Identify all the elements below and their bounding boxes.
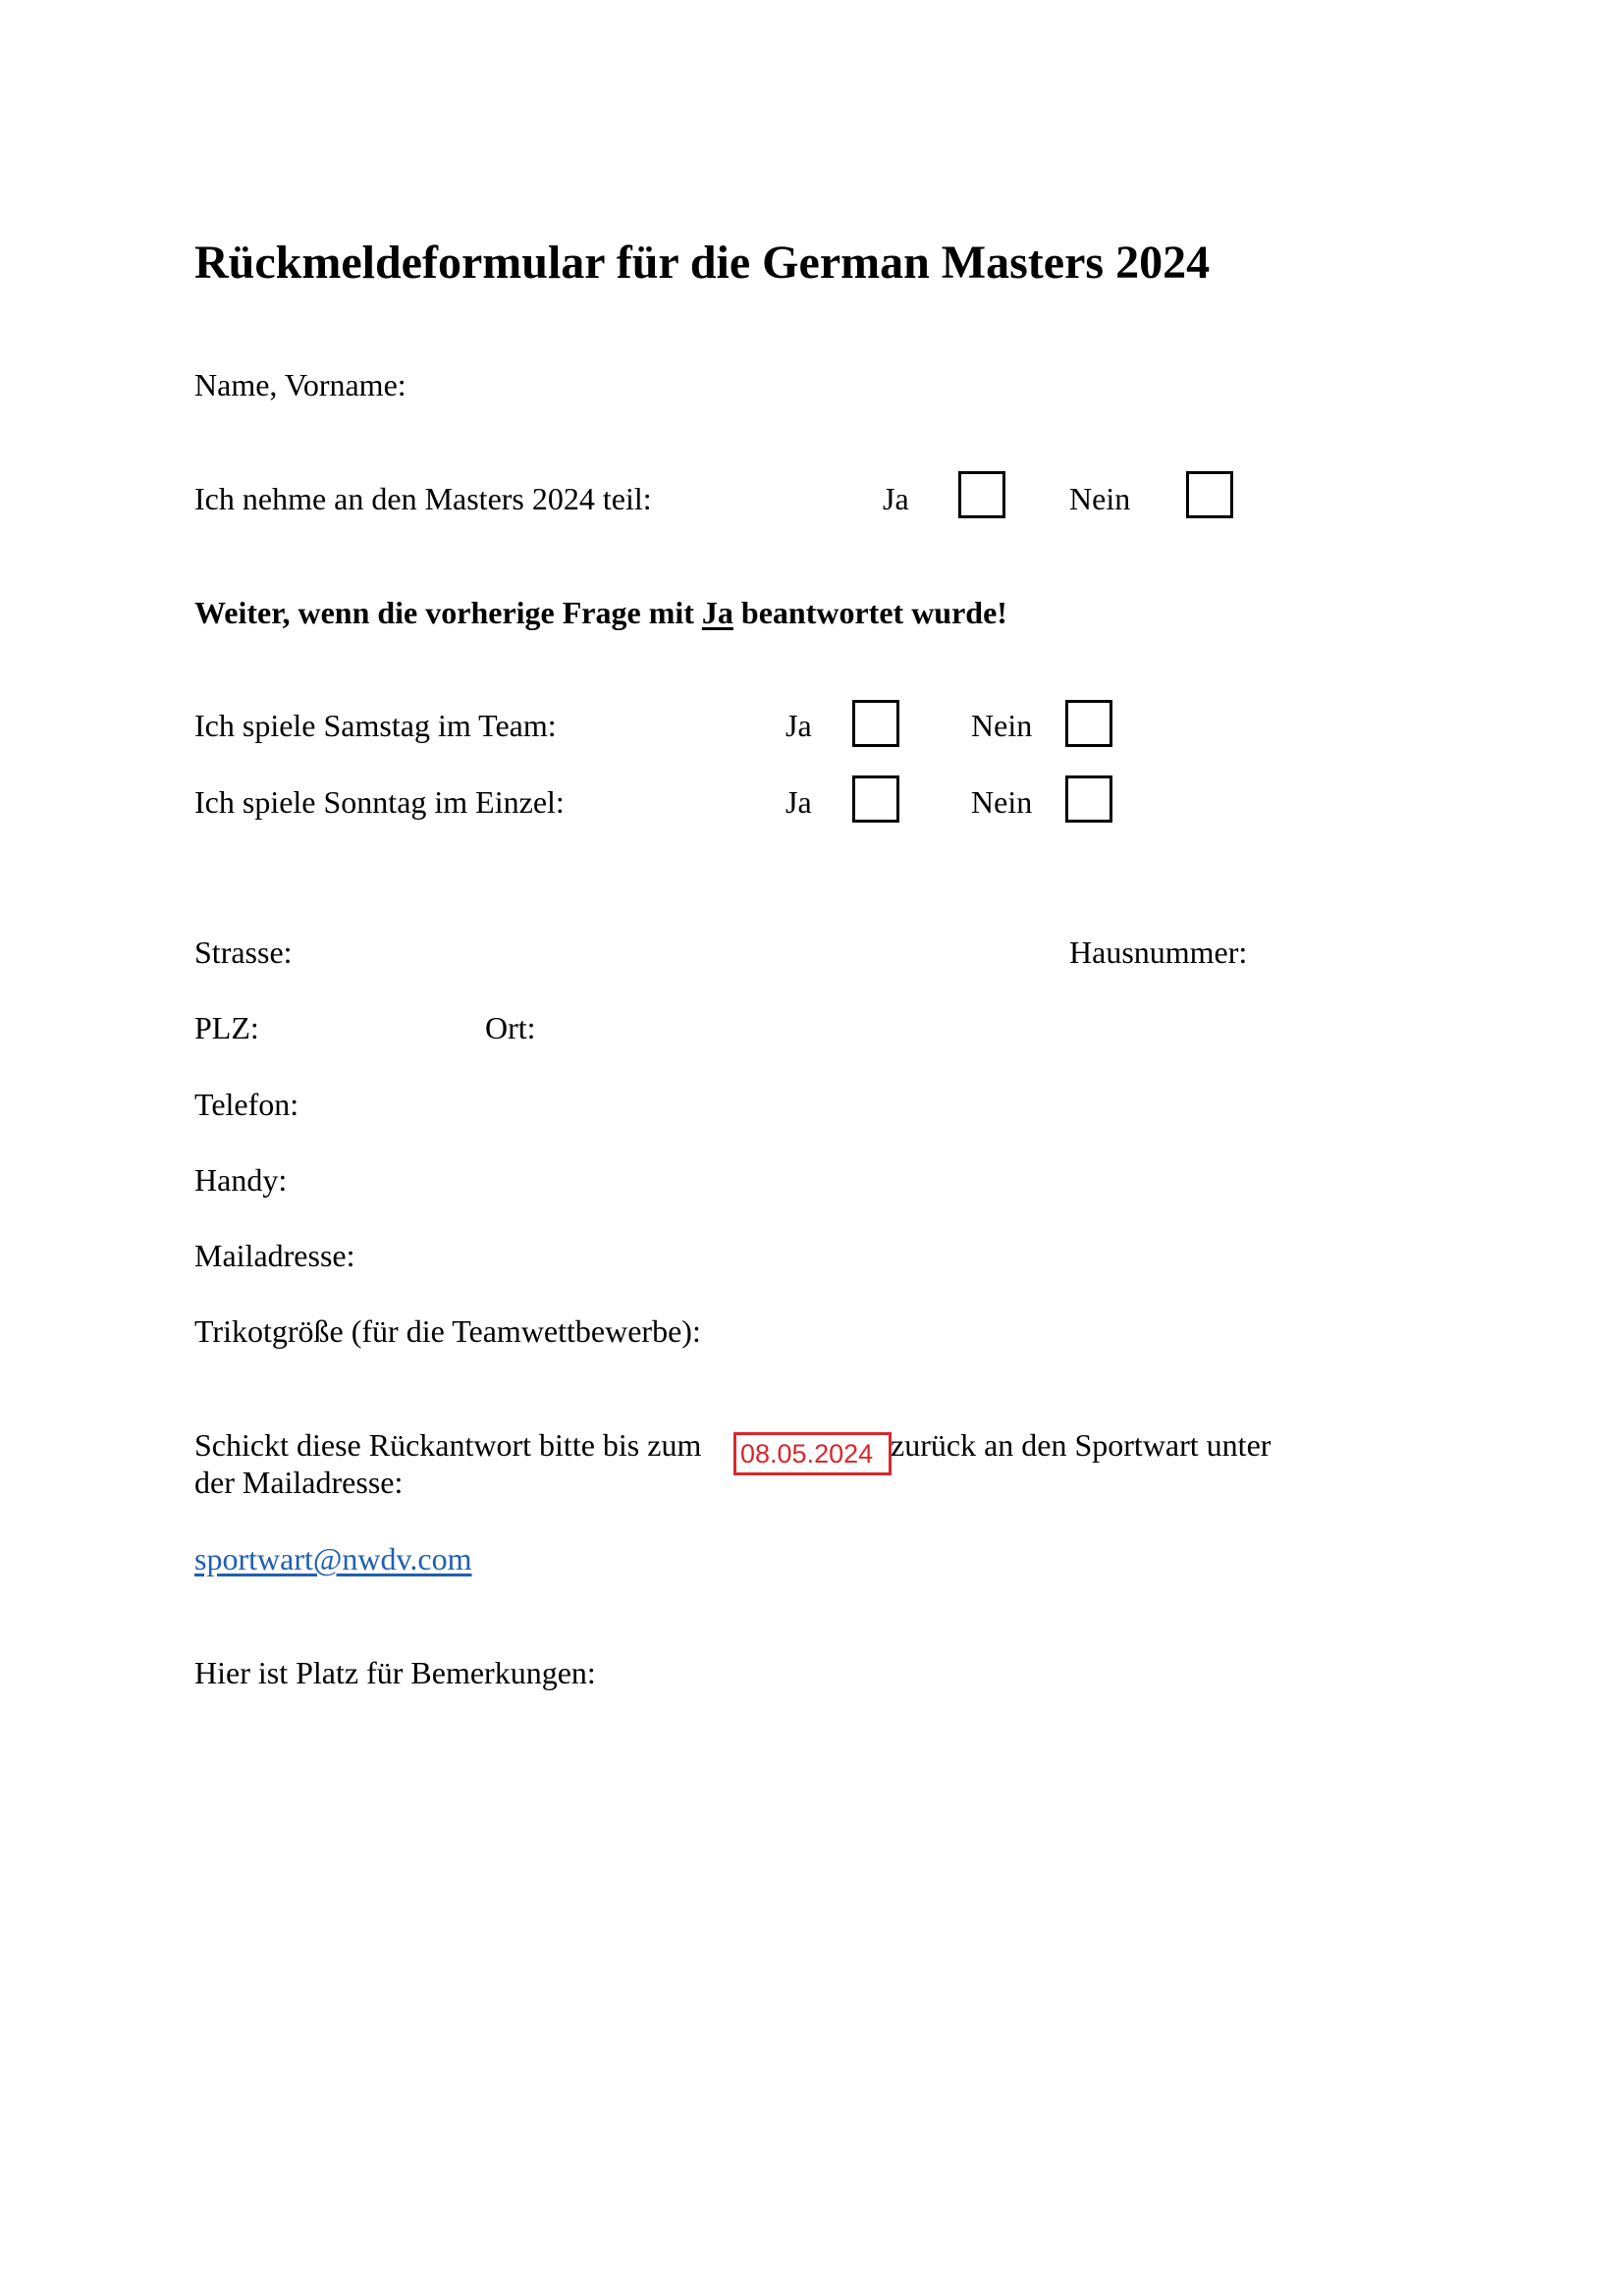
remarks-label: Hier ist Platz für Bemerkungen: (194, 1655, 596, 1690)
deadline-date-field[interactable]: 08.05.2024 (733, 1432, 892, 1475)
instruction-text-after: beantwortet wurde! (732, 595, 1007, 630)
team-yes-checkbox[interactable] (852, 700, 899, 747)
participation-yes-label: Ja (883, 481, 909, 516)
team-no-label: Nein (971, 708, 1033, 743)
single-question: Ich spiele Sonntag im Einzel: (194, 784, 565, 820)
single-no-checkbox[interactable] (1065, 775, 1112, 823)
hausnummer-label: Hausnummer: (1069, 934, 1248, 970)
team-question: Ich spiele Samstag im Team: (194, 708, 557, 743)
single-yes-label: Ja (785, 784, 812, 820)
trikot-label: Trikotgröße (für die Teamwettbewerbe): (194, 1313, 701, 1349)
team-no-checkbox[interactable] (1065, 700, 1112, 747)
deadline-text-line2: der Mailadresse: (194, 1465, 404, 1500)
single-no-label: Nein (971, 784, 1033, 820)
mailadresse-label: Mailadresse: (194, 1238, 355, 1273)
single-yes-checkbox[interactable] (852, 775, 899, 823)
participation-yes-checkbox[interactable] (958, 471, 1005, 518)
team-yes-label: Ja (785, 708, 812, 743)
plz-label: PLZ: (194, 1010, 259, 1045)
name-label: Name, Vorname: (194, 367, 406, 402)
strasse-label: Strasse: (194, 934, 293, 970)
page-title: Rückmeldeformular für die German Masters 2024 (194, 237, 1211, 289)
instruction-text-before: Weiter, wenn die vorherige Frage mit (194, 595, 702, 630)
email-link[interactable]: sportwart@nwdv.com (194, 1541, 472, 1576)
participation-no-checkbox[interactable] (1186, 471, 1233, 518)
deadline-text-before: Schickt diese Rückantwort bitte bis zum (194, 1427, 702, 1463)
telefon-label: Telefon: (194, 1087, 299, 1122)
ort-label: Ort: (485, 1010, 536, 1045)
instruction-text (194, 593, 1007, 632)
deadline-text-after: zurück an den Sportwart unter (891, 1427, 1272, 1463)
participation-question: Ich nehme an den Masters 2024 teil: (194, 481, 652, 516)
instruction-highlight: Ja (701, 595, 733, 630)
handy-label: Handy: (194, 1162, 288, 1198)
participation-no-label: Nein (1069, 481, 1131, 516)
